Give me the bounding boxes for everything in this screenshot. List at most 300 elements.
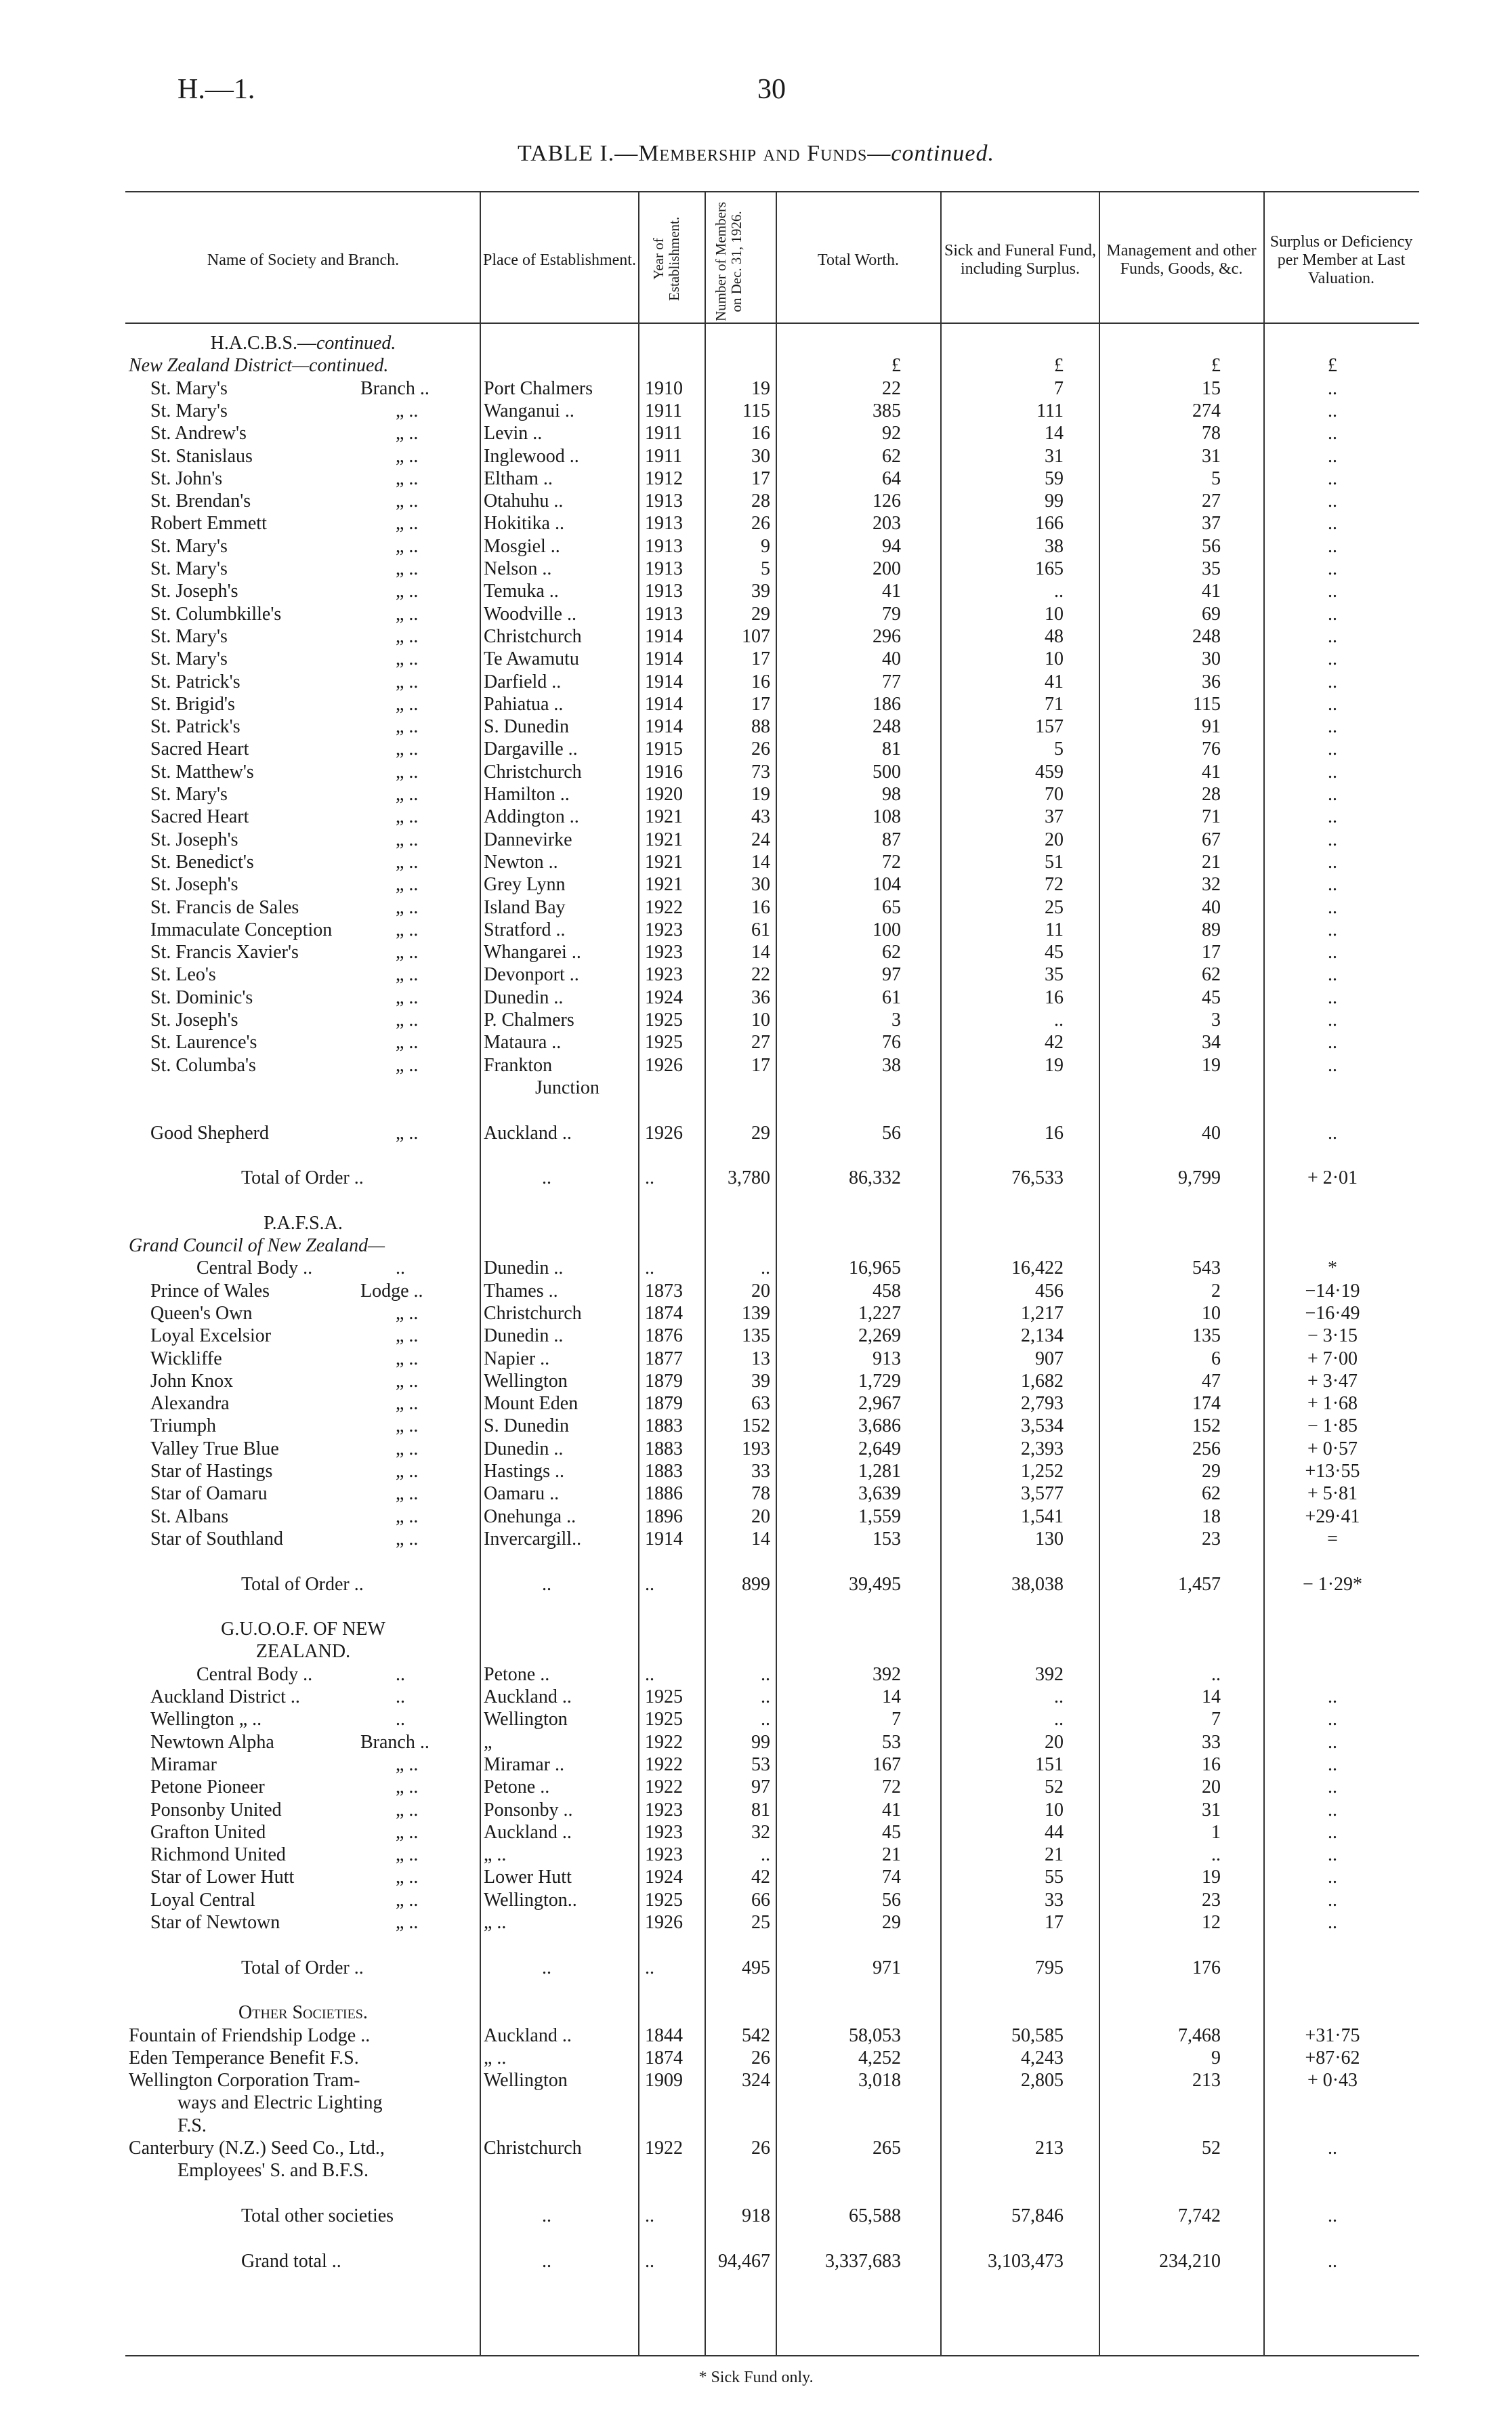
footnote: * Sick Fund only.	[698, 2369, 814, 2386]
table-row	[0, 377, 1512, 400]
members-cell: 16	[751, 896, 770, 918]
year-cell: 1883	[645, 1461, 683, 1482]
branch-designation: „ ..	[396, 1438, 419, 1459]
management-cell: 1	[1211, 1821, 1221, 1843]
members-cell: ..	[761, 1257, 770, 1279]
branch-designation: ..	[396, 1709, 405, 1730]
table-row	[0, 829, 1512, 851]
section-title: P.A.F.S.A.	[264, 1212, 343, 1234]
year-cell: 1911	[645, 423, 682, 444]
year-cell: 1914	[645, 671, 683, 692]
sick-fund-cell: ..	[1054, 1010, 1064, 1031]
row-spacer	[0, 1934, 1512, 1956]
sick-fund-cell: 456	[1035, 1280, 1064, 1302]
place-cell: „ ..	[484, 1912, 507, 1933]
sick-fund-cell: 16,422	[1011, 1257, 1064, 1279]
members-cell: 53	[751, 1753, 770, 1775]
branch-name: St. Mary's	[150, 535, 228, 557]
sick-fund-cell: 1,541	[1021, 1505, 1064, 1527]
branch-name: St. Brendan's	[150, 491, 251, 512]
surplus-cell: ..	[1328, 467, 1337, 489]
total-row	[0, 2250, 1512, 2272]
branch-designation: „ ..	[396, 1010, 419, 1031]
year-cell: 1911	[645, 400, 682, 421]
total-worth-cell: 1,281	[858, 1461, 901, 1482]
table-row	[0, 1776, 1512, 1798]
year-cell: 1924	[645, 986, 683, 1008]
management-cell: 67	[1202, 829, 1221, 850]
members-cell: 135	[742, 1325, 770, 1347]
sick-fund-cell: 130	[1035, 1528, 1064, 1550]
table-row	[0, 2069, 1512, 2092]
total-worth-cell: 92	[882, 423, 901, 444]
management-cell: 7	[1211, 1709, 1221, 1730]
header-top-rule	[125, 191, 1419, 192]
total-worth-cell: 296	[873, 625, 901, 647]
management-cell: 18	[1202, 1505, 1221, 1527]
members-cell: 36	[751, 986, 770, 1008]
table-row	[0, 1302, 1512, 1325]
management-cell: 76	[1202, 739, 1221, 760]
branch-designation: Branch ..	[360, 377, 429, 399]
branch-name: St. Andrew's	[150, 423, 247, 444]
total-worth-cell: 16,965	[849, 1257, 901, 1279]
sick-fund-cell: 57,846	[1011, 2205, 1064, 2226]
management-cell: 56	[1202, 535, 1221, 557]
members-cell: ..	[761, 1709, 770, 1730]
members-cell: 152	[742, 1415, 770, 1437]
table-row	[0, 1370, 1512, 1392]
sick-fund-cell: 165	[1035, 558, 1064, 579]
surplus-cell: +31·75	[1305, 2024, 1360, 2046]
branch-designation: Lodge ..	[360, 1280, 423, 1302]
district-title: Grand Council of New Zealand—	[129, 1235, 385, 1256]
surplus-cell: + 0·43	[1307, 2070, 1358, 2092]
branch-name: Loyal Central	[150, 1889, 255, 1911]
year-cell: ..	[645, 2250, 654, 2272]
branch-name: St. Albans	[150, 1505, 229, 1527]
table-row	[0, 2047, 1512, 2069]
total-worth-cell: 1,729	[858, 1370, 901, 1392]
branch-designation: ..	[396, 1257, 405, 1279]
section-title-continued: continued.	[316, 333, 396, 354]
branch-name: Star of Lower Hutt	[150, 1867, 295, 1888]
branch-name: St. Patrick's	[150, 716, 240, 738]
members-cell: 14	[751, 1528, 770, 1550]
total-worth-cell: 2,269	[858, 1325, 901, 1347]
row-spacer	[0, 1099, 1512, 1121]
surplus-cell: =	[1327, 1528, 1338, 1550]
table-row	[0, 783, 1512, 806]
branch-name: St. Matthew's	[150, 761, 254, 783]
branch-designation: „ ..	[396, 942, 419, 963]
branch-name: Canterbury (N.Z.) Seed Co., Ltd.,	[129, 2138, 385, 2159]
branch-designation: „ ..	[396, 1505, 419, 1527]
total-worth-cell: 500	[873, 761, 901, 783]
surplus-cell: ..	[1328, 1054, 1337, 1076]
total-worth-cell: 3	[891, 1010, 901, 1031]
table-row	[0, 1911, 1512, 1934]
members-cell: 899	[742, 1573, 770, 1595]
sick-fund-cell: 71	[1045, 693, 1064, 715]
management-cell: 28	[1202, 784, 1221, 805]
total-worth-cell: 108	[873, 806, 901, 828]
district-title: New Zealand District—continued.	[129, 355, 389, 377]
section-heading	[0, 2001, 1512, 2024]
members-cell: ..	[761, 1686, 770, 1707]
members-cell: 918	[742, 2205, 770, 2226]
place-cell: Devonport ..	[484, 964, 579, 986]
row-spacer	[0, 2182, 1512, 2205]
members-cell: 324	[742, 2070, 770, 2092]
sick-fund-cell: 1,682	[1021, 1370, 1064, 1392]
section-title-text: H.A.C.B.S.—	[210, 333, 316, 354]
surplus-cell: ..	[1328, 1122, 1337, 1144]
members-cell: 25	[751, 1912, 770, 1933]
management-cell: 213	[1192, 2070, 1221, 2092]
place-cell: Auckland ..	[484, 1122, 572, 1144]
surplus-cell: ..	[1328, 1912, 1337, 1933]
sick-fund-cell: 2,134	[1021, 1325, 1064, 1347]
table-row	[0, 738, 1512, 760]
year-cell: 1874	[645, 2047, 683, 2068]
table-row	[0, 2115, 1512, 2137]
branch-name: Queen's Own	[150, 1302, 253, 1324]
management-cell: 52	[1202, 2138, 1221, 2159]
branch-designation: „ ..	[396, 1393, 419, 1415]
branch-name: Sacred Heart	[150, 739, 249, 760]
place-cell: Auckland ..	[484, 1821, 572, 1843]
place-cell: Frankton	[484, 1054, 553, 1076]
sick-fund-cell: 16	[1045, 1122, 1064, 1144]
members-cell: ..	[761, 1663, 770, 1685]
surplus-cell: ..	[1328, 716, 1337, 738]
sick-fund-cell: 151	[1035, 1753, 1064, 1775]
branch-name: Central Body ..	[196, 1257, 313, 1279]
branch-name: Prince of Wales	[150, 1280, 270, 1302]
surplus-cell: + 2·01	[1307, 1167, 1358, 1189]
branch-name: St. Columbkille's	[150, 603, 282, 625]
total-label: Grand total ..	[241, 2250, 341, 2272]
members-cell: 33	[751, 1461, 770, 1482]
total-worth-cell: 913	[873, 1348, 901, 1369]
sick-fund-cell: 25	[1045, 896, 1064, 918]
section-title: ZEALAND.	[255, 1641, 351, 1663]
table-row	[0, 512, 1512, 535]
members-cell: 20	[751, 1505, 770, 1527]
branch-designation: „ ..	[396, 829, 419, 850]
year-cell: 1915	[645, 739, 683, 760]
place-cell: Thames ..	[484, 1280, 558, 1302]
total-worth-cell: 3,639	[858, 1483, 901, 1505]
table-title: TABLE I.—Membership and Funds—continued.	[518, 141, 994, 166]
branch-designation: ..	[396, 1686, 405, 1707]
place-cell: P. Chalmers	[484, 1010, 574, 1031]
total-worth-cell: 58,053	[849, 2024, 901, 2046]
table-row	[0, 558, 1512, 580]
branch-name: Star of Hastings	[150, 1461, 273, 1482]
table-row	[0, 1054, 1512, 1077]
sick-fund-cell: 111	[1036, 400, 1064, 421]
surplus-cell: ..	[1328, 919, 1337, 940]
place-cell: Onehunga ..	[484, 1505, 576, 1527]
year-cell: ..	[645, 1663, 654, 1685]
surplus-cell: ..	[1328, 784, 1337, 805]
year-cell: 1874	[645, 1302, 683, 1324]
place-cell: Ponsonby ..	[484, 1799, 573, 1821]
management-cell: 5	[1211, 467, 1221, 489]
place-cell: Temuka ..	[484, 581, 559, 602]
total-worth-cell: 1,559	[858, 1505, 901, 1527]
branch-designation: „ ..	[396, 491, 419, 512]
branch-designation: „ ..	[396, 1325, 419, 1347]
sick-fund-cell: 70	[1045, 784, 1064, 805]
table-row	[0, 648, 1512, 670]
total-worth-cell: 1,227	[858, 1302, 901, 1324]
sick-fund-cell: 2,793	[1021, 1393, 1064, 1415]
management-cell: 71	[1202, 806, 1221, 828]
table-row	[0, 467, 1512, 490]
members-cell: 16	[751, 671, 770, 692]
sick-fund-cell: 35	[1045, 964, 1064, 986]
management-cell: 89	[1202, 919, 1221, 940]
branch-designation: „ ..	[396, 671, 419, 692]
total-label: Total other societies	[241, 2205, 394, 2226]
surplus-cell: ..	[1328, 874, 1337, 896]
members-cell: 29	[751, 1122, 770, 1144]
table-row	[0, 2092, 1512, 2114]
place-cell: Dunedin ..	[484, 1438, 564, 1459]
branch-designation: „ ..	[396, 535, 419, 557]
place-cell: Hastings ..	[484, 1461, 564, 1482]
section-heading	[0, 332, 1512, 354]
members-cell: 13	[751, 1348, 770, 1369]
year-cell: 1916	[645, 761, 683, 783]
branch-designation: „ ..	[396, 581, 419, 602]
sick-fund-cell: 3,534	[1021, 1415, 1064, 1437]
sick-fund-cell: 213	[1035, 2138, 1064, 2159]
table-row	[0, 535, 1512, 558]
year-cell: 1921	[645, 874, 683, 896]
total-worth-cell: 65,588	[849, 2205, 901, 2226]
branch-name: Loyal Excelsior	[150, 1325, 272, 1347]
place-cell: Miramar ..	[484, 1753, 564, 1775]
surplus-cell: ..	[1328, 625, 1337, 647]
year-cell: ..	[645, 1573, 654, 1595]
surplus-cell: ..	[1328, 1709, 1337, 1730]
place-cell: Lower Hutt	[484, 1867, 572, 1888]
branch-name: Richmond United	[150, 1844, 286, 1866]
table-row	[0, 445, 1512, 467]
members-cell: 19	[751, 784, 770, 805]
management-cell: 34	[1202, 1032, 1221, 1054]
year-cell: 1883	[645, 1415, 683, 1437]
branch-name: St. Mary's	[150, 400, 228, 421]
place-continuation: Junction	[535, 1077, 600, 1098]
col-header-year: Year of Establishment.	[650, 216, 682, 301]
sick-fund-cell: 44	[1045, 1821, 1064, 1843]
management-cell: 27	[1202, 491, 1221, 512]
branch-name: Immaculate Conception	[150, 919, 333, 940]
total-worth-cell: 203	[873, 513, 901, 535]
table-row	[0, 1077, 1512, 1099]
management-cell: 15	[1202, 377, 1221, 399]
total-worth-cell: 21	[882, 1844, 901, 1866]
place-cell: Mount Eden	[484, 1393, 579, 1415]
col-header-members: Number of Members on Dec. 31, 1926.	[713, 201, 744, 322]
surplus-cell: ..	[1328, 1867, 1337, 1888]
members-cell: 88	[751, 716, 770, 738]
branch-name: Eden Temperance Benefit F.S.	[129, 2047, 359, 2068]
surplus-cell: ..	[1328, 1753, 1337, 1775]
branch-designation: „ ..	[396, 445, 419, 467]
management-cell: 17	[1202, 942, 1221, 963]
members-cell: 43	[751, 806, 770, 828]
members-cell: 42	[751, 1867, 770, 1888]
branch-name: Good Shepherd	[150, 1122, 269, 1144]
surplus-cell: ..	[1328, 400, 1337, 421]
col-header-total-worth: Total Worth.	[818, 251, 899, 269]
year-cell: 1879	[645, 1370, 683, 1392]
year-cell: 1911	[645, 445, 682, 467]
year-cell: 1923	[645, 1799, 683, 1821]
surplus-cell: ..	[1328, 942, 1337, 963]
surplus-cell: +29·41	[1305, 1505, 1360, 1527]
members-cell: 61	[751, 919, 770, 940]
sick-fund-cell: 31	[1045, 445, 1064, 467]
year-cell: 1876	[645, 1325, 683, 1347]
members-cell: 63	[751, 1393, 770, 1415]
branch-designation: „ ..	[396, 716, 419, 738]
management-cell: 91	[1202, 716, 1221, 738]
members-cell: 94,467	[718, 2250, 770, 2272]
total-worth-cell: 3,018	[858, 2070, 901, 2092]
year-cell: 1922	[645, 896, 683, 918]
members-cell: 14	[751, 942, 770, 963]
table-row	[0, 1889, 1512, 1911]
branch-designation: „ ..	[396, 896, 419, 918]
total-label: Total of Order ..	[241, 1957, 364, 1978]
surplus-cell: + 5·81	[1307, 1483, 1358, 1505]
table-title-continued: continued.	[891, 141, 994, 166]
sick-fund-cell: 5	[1054, 739, 1064, 760]
year-cell: 1886	[645, 1483, 683, 1505]
sick-fund-cell: 72	[1045, 874, 1064, 896]
total-worth-cell: 248	[873, 716, 901, 738]
sick-fund-cell: 4,243	[1021, 2047, 1064, 2068]
year-cell: 1926	[645, 1054, 683, 1076]
sick-fund-cell: 392	[1035, 1663, 1064, 1685]
total-worth-cell: 167	[873, 1753, 901, 1775]
total-worth-cell: 74	[882, 1867, 901, 1888]
management-cell: 62	[1202, 964, 1221, 986]
branch-name: St. Joseph's	[150, 874, 238, 896]
total-label: Total of Order ..	[241, 1167, 364, 1189]
branch-designation: „ ..	[396, 1912, 419, 1933]
branch-name: St. John's	[150, 467, 223, 489]
place-cell: Otahuhu ..	[484, 491, 564, 512]
row-spacer	[0, 1979, 1512, 2001]
branch-name: St. Benedict's	[150, 851, 254, 873]
col-header-sick-fund: Sick and Funeral Fund, including Surplus.	[944, 242, 1096, 278]
total-worth-cell: 56	[882, 1889, 901, 1911]
branch-designation: „ ..	[396, 1032, 419, 1054]
surplus-cell: ..	[1328, 964, 1337, 986]
members-cell: 14	[751, 851, 770, 873]
branch-designation: „ ..	[396, 467, 419, 489]
branch-name: Valley True Blue	[150, 1438, 279, 1459]
table-title-label: TABLE I.	[518, 141, 615, 166]
total-worth-cell: 62	[882, 942, 901, 963]
surplus-cell: −14·19	[1305, 1280, 1360, 1302]
members-cell: 19	[751, 377, 770, 399]
col-header-name: Name of Society and Branch.	[207, 251, 400, 269]
surplus-cell: ..	[1328, 1776, 1337, 1798]
table-row	[0, 1392, 1512, 1415]
branch-designation: „ ..	[396, 1799, 419, 1821]
sick-fund-cell: 45	[1045, 942, 1064, 963]
branch-designation: „ ..	[396, 806, 419, 828]
year-cell: 1914	[645, 648, 683, 670]
total-worth-cell: 22	[882, 377, 901, 399]
year-cell: 1924	[645, 1867, 683, 1888]
sick-fund-cell: 59	[1045, 467, 1064, 489]
total-row	[0, 1957, 1512, 1979]
total-row	[0, 1573, 1512, 1596]
total-row	[0, 2205, 1512, 2227]
surplus-cell: + 3·47	[1307, 1370, 1358, 1392]
name-continuation: ways and Electric Lighting	[177, 2092, 383, 2114]
management-cell: 274	[1192, 400, 1221, 421]
total-worth-cell: 41	[882, 581, 901, 602]
total-worth-cell: 385	[873, 400, 901, 421]
branch-designation: „ ..	[396, 986, 419, 1008]
surplus-cell: − 1·85	[1307, 1415, 1358, 1437]
header-bottom-rule	[125, 323, 1419, 324]
sick-fund-cell: 10	[1045, 1799, 1064, 1821]
place-cell: Port Chalmers	[484, 377, 593, 399]
members-cell: 39	[751, 581, 770, 602]
management-cell: 19	[1202, 1054, 1221, 1076]
sick-fund-cell: 20	[1045, 829, 1064, 850]
sick-fund-cell: 10	[1045, 603, 1064, 625]
place-cell: ..	[542, 1167, 551, 1189]
place-cell: Mosgiel ..	[484, 535, 560, 557]
table-title-subject: Membership and Funds	[638, 141, 868, 166]
management-cell: 3	[1211, 1010, 1221, 1031]
place-cell: Mataura ..	[484, 1032, 562, 1054]
year-cell: 1913	[645, 558, 683, 579]
total-worth-cell: 62	[882, 445, 901, 467]
branch-designation: „ ..	[396, 1461, 419, 1482]
members-cell: 26	[751, 513, 770, 535]
table-row	[0, 1844, 1512, 1866]
branch-designation: ..	[396, 1663, 405, 1685]
surplus-cell: ..	[1328, 2250, 1337, 2272]
members-cell: 17	[751, 1054, 770, 1076]
table-row	[0, 400, 1512, 422]
name-continuation: F.S.	[177, 2115, 207, 2136]
branch-designation: „ ..	[396, 761, 419, 783]
members-cell: 28	[751, 491, 770, 512]
surplus-cell: ..	[1328, 445, 1337, 467]
total-worth-cell: 45	[882, 1821, 901, 1843]
surplus-cell: ..	[1328, 671, 1337, 692]
branch-name: Ponsonby United	[150, 1799, 282, 1821]
branch-designation: „ ..	[396, 919, 419, 940]
management-cell: 152	[1192, 1415, 1221, 1437]
branch-designation: „ ..	[396, 1122, 419, 1144]
